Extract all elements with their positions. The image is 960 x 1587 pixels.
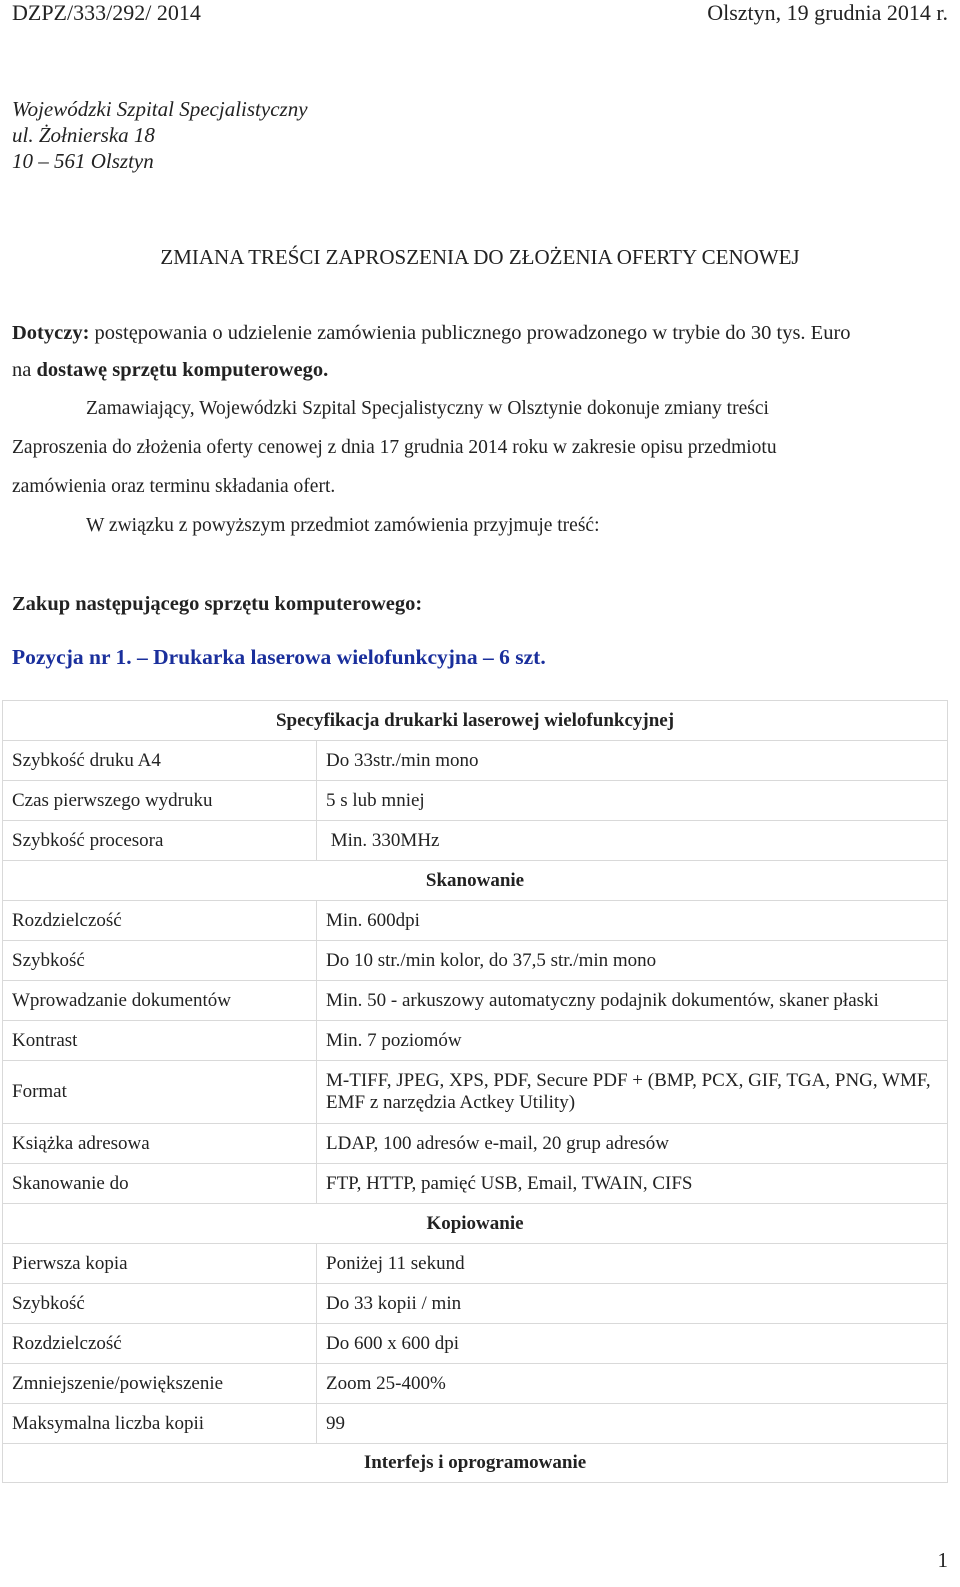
address-line-3: 10 – 561 Olsztyn xyxy=(12,149,154,173)
table-row xyxy=(3,1164,948,1204)
table-row xyxy=(3,1021,948,1061)
table-row xyxy=(3,1404,948,1444)
row-value: M-TIFF, JPEG, XPS, PDF, Secure PDF + (BMP, PCX, GIF, TGA, PNG, WMF, EMF z narzędzia Actkey Utility) xyxy=(317,1061,948,1124)
paragraph-1-line-3: zamówienia oraz terminu składania ofert. xyxy=(12,476,336,497)
table-row xyxy=(3,781,948,821)
table-row xyxy=(3,1061,948,1124)
table-row xyxy=(3,1364,948,1404)
row-value: FTP, HTTP, pamięć USB, Email, TWAIN, CIFS xyxy=(317,1164,948,1204)
table-section-row xyxy=(3,1444,948,1483)
subject-label: Dotyczy: xyxy=(12,322,90,344)
row-label: Skanowanie do xyxy=(3,1164,317,1204)
row-label: Rozdzielczość xyxy=(3,1324,317,1364)
subject-prefix: na xyxy=(12,359,37,381)
subject-line-1 xyxy=(12,322,851,345)
row-label: Szybkość druku A4 xyxy=(3,741,317,781)
row-value: Do 33 kopii / min xyxy=(317,1284,948,1324)
section-interface: Interfejs i oprogramowanie xyxy=(3,1444,948,1483)
subject-topic: dostawę sprzętu komputerowego. xyxy=(36,359,329,381)
row-value: Zoom 25-400% xyxy=(317,1364,948,1404)
paragraph-2: W związku z powyższym przedmiot zamówienia przyjmuje treść: xyxy=(86,515,600,536)
row-value: Min. 600dpi xyxy=(317,901,948,941)
row-label: Wprowadzanie dokumentów xyxy=(3,981,317,1021)
table-section-row xyxy=(3,861,948,901)
table-row xyxy=(3,901,948,941)
paragraph-1-line-1: Zamawiający, Wojewódzki Szpital Specjalistyczny w Olsztynie dokonuje zmiany treści xyxy=(86,398,769,419)
row-label: Pierwsza kopia xyxy=(3,1244,317,1284)
section-heading: Zakup następującego sprzętu komputerowego: xyxy=(12,593,423,615)
paragraph-1-line-2: Zaproszenia do złożenia oferty cenowej z dnia 17 grudnia 2014 roku w zakresie opisu przedmiotu xyxy=(12,437,777,458)
row-value: LDAP, 100 adresów e-mail, 20 grup adresów xyxy=(317,1124,948,1164)
position-heading: Pozycja nr 1. – Drukarka laserowa wielofunkcyjna – 6 szt. xyxy=(12,645,546,669)
row-label: Maksymalna liczba kopii xyxy=(3,1404,317,1444)
section-spec: Specyfikacja drukarki laserowej wielofunkcyjnej xyxy=(3,701,948,741)
specification-table xyxy=(2,700,948,1483)
row-label: Szybkość xyxy=(3,941,317,981)
section-scan: Skanowanie xyxy=(3,861,948,901)
row-value: Poniżej 11 sekund xyxy=(317,1244,948,1284)
row-value: Min. 330MHz xyxy=(317,821,948,861)
place-and-date: Olsztyn, 19 grudnia 2014 r. xyxy=(707,0,948,25)
row-value: Do 10 str./min kolor, do 37,5 str./min mono xyxy=(317,941,948,981)
page-number: 1 xyxy=(937,1548,948,1572)
row-value: Min. 7 poziomów xyxy=(317,1021,948,1061)
address-line-2: ul. Żołnierska 18 xyxy=(12,123,155,147)
table-row xyxy=(3,1284,948,1324)
row-label: Format xyxy=(3,1061,317,1124)
table-row xyxy=(3,981,948,1021)
address-line-1: Wojewódzki Szpital Specjalistyczny xyxy=(12,97,308,121)
table-row xyxy=(3,1244,948,1284)
row-value: 5 s lub mniej xyxy=(317,781,948,821)
row-label: Szybkość xyxy=(3,1284,317,1324)
table-row xyxy=(3,1324,948,1364)
document-reference: DZPZ/333/292/ 2014 xyxy=(12,0,201,25)
row-label: Zmniejszenie/powiększenie xyxy=(3,1364,317,1404)
row-label: Szybkość procesora xyxy=(3,821,317,861)
subject-line-2 xyxy=(12,359,328,382)
row-label: Rozdzielczość xyxy=(3,901,317,941)
subject-text: postępowania o udzielenie zamówienia publicznego prowadzonego w trybie do 30 tys. Euro xyxy=(94,322,851,344)
row-value: Min. 50 - arkuszowy automatyczny podajnik dokumentów, skaner płaski xyxy=(317,981,948,1021)
row-value: Do 600 x 600 dpi xyxy=(317,1324,948,1364)
document-title: ZMIANA TREŚCI ZAPROSZENIA DO ZŁOŻENIA OFERTY CENOWEJ xyxy=(160,245,800,269)
table-row xyxy=(3,941,948,981)
row-label: Kontrast xyxy=(3,1021,317,1061)
row-value: Do 33str./min mono xyxy=(317,741,948,781)
table-section-row xyxy=(3,701,948,741)
row-label: Książka adresowa xyxy=(3,1124,317,1164)
row-value: 99 xyxy=(317,1404,948,1444)
table-row xyxy=(3,821,948,861)
table-row xyxy=(3,1124,948,1164)
table-row xyxy=(3,741,948,781)
section-copy: Kopiowanie xyxy=(3,1204,948,1244)
row-label: Czas pierwszego wydruku xyxy=(3,781,317,821)
table-section-row xyxy=(3,1204,948,1244)
